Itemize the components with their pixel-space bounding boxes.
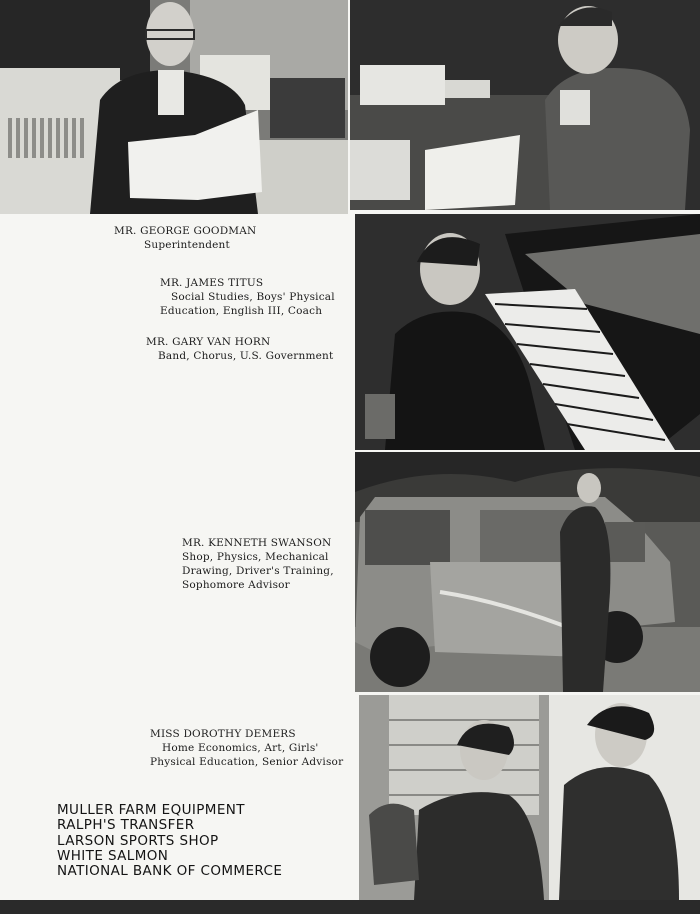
teacher-role: Drawing, Driver's Training, [182,565,334,577]
caption-george-goodman [114,224,256,252]
caption-dorothy-demers [150,727,343,769]
caption-james-titus [160,276,335,318]
teacher-name: MISS DOROTHY DEMERS [150,728,296,740]
teacher-role: Shop, Physics, Mechanical [182,551,329,563]
sponsor-list [57,803,282,879]
teacher-name: MR. KENNETH SWANSON [182,537,332,549]
caption-gary-van-horn [146,335,333,363]
page-bottom-edge [0,900,700,914]
teacher-role: Home Economics, Art, Girls' [162,742,319,754]
caption-kenneth-swanson [182,536,334,592]
teacher-name: MR. GEORGE GOODMAN [114,225,257,237]
sponsor-item: MULLER FARM EQUIPMENT [57,802,245,818]
sponsor-item: WHITE SALMON [57,847,169,864]
teacher-name: MR. JAMES TITUS [160,277,264,289]
photo-george-goodman [0,0,348,214]
teacher-role: Education, English III, Coach [160,305,323,317]
photo-gary-van-horn [355,214,700,450]
teacher-name: MR. GARY VAN HORN [146,336,271,348]
sponsor-item: RALPH'S TRANSFER [57,817,195,834]
teacher-role: Band, Chorus, U.S. Government [158,350,334,362]
teacher-role: Sophomore Advisor [182,579,290,591]
teacher-role: Superintendent [144,239,230,251]
photo-james-titus [350,0,700,210]
teacher-role: Physical Education, Senior Advisor [150,756,344,768]
photo-kenneth-swanson [355,452,700,692]
teacher-role: Social Studies, Boys' Physical [171,291,335,303]
sponsor-item: LARSON SPORTS SHOP [57,832,219,849]
photo-dorothy-demers [359,695,700,900]
sponsor-item: NATIONAL BANK OF COMMERCE [57,863,283,880]
